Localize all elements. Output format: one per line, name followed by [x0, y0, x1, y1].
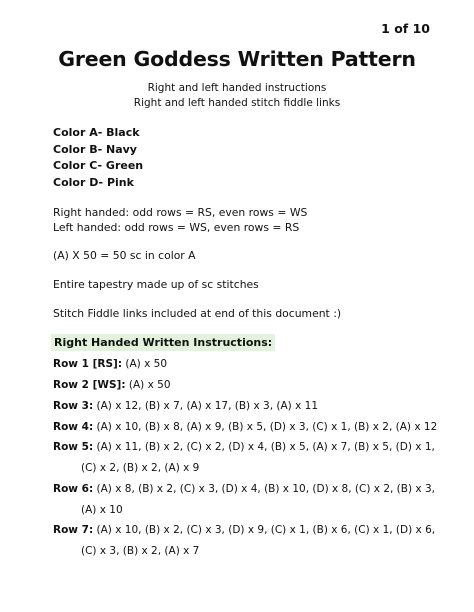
row-6 [53, 483, 435, 495]
row-5-continued: (C) x 2, (B) x 2, (A) x 9 [81, 462, 200, 474]
row-text: (A) x 10, (B) x 2, (C) x 3, (D) x 9, (C) x 1, (B) x 6, (C) x 1, (D) x 6, [96, 524, 436, 536]
row-6-continued: (A) x 10 [81, 504, 123, 516]
stitch-note: Entire tapestry made up of sc stitches [53, 278, 259, 291]
row-text: (A) x 12, (B) x 7, (A) x 17, (B) x 3, (A) x 11 [96, 400, 319, 412]
row-5 [53, 441, 435, 453]
row-label: Row 6: [53, 483, 94, 495]
page-title: Green Goddess Written Pattern [58, 47, 416, 71]
row-4 [53, 421, 437, 433]
color-d: Color D- Pink [53, 175, 134, 189]
row-1 [53, 358, 167, 370]
row-text: (A) x 50 [128, 379, 171, 391]
row-3 [53, 400, 318, 412]
section-heading: Right Handed Written Instructions: [51, 334, 275, 351]
row-label: Row 1 [RS]: [53, 358, 123, 370]
subtitle-line-2: Right and left handed stitch fiddle links [133, 97, 341, 109]
foundation-note: (A) X 50 = 50 sc in color A [53, 249, 196, 262]
row-text: (A) x 11, (B) x 2, (C) x 2, (D) x 4, (B) x 5, (A) x 7, (B) x 5, (D) x 1, [96, 441, 435, 453]
row-7 [53, 524, 435, 536]
color-list [53, 126, 143, 192]
links-note: Stitch Fiddle links included at end of this document :) [53, 307, 342, 320]
row-label: Row 4: [53, 421, 94, 433]
row-label: Row 7: [53, 524, 94, 536]
color-b: Color B- Navy [53, 142, 137, 156]
row-7-continued: (C) x 3, (B) x 2, (A) x 7 [81, 545, 200, 557]
row-2 [53, 379, 171, 391]
color-c: Color C- Green [53, 159, 144, 172]
left-handed-note: Left handed: odd rows = WS, even rows = RS [53, 221, 300, 234]
subtitle-line-1: Right and left handed instructions [147, 82, 327, 94]
row-label: Row 3: [53, 400, 94, 412]
right-handed-note: Right handed: odd rows = RS, even rows = WS [53, 206, 308, 219]
row-label: Row 2 [WS]: [53, 379, 126, 391]
row-text: (A) x 50 [125, 358, 168, 370]
color-a: Color A- Black [53, 126, 140, 139]
row-text: (A) x 10, (B) x 8, (A) x 9, (B) x 5, (D) x 3, (C) x 1, (B) x 2, (A) x 12 [96, 421, 438, 433]
page-number: 1 of 10 [381, 21, 430, 36]
row-text: (A) x 8, (B) x 2, (C) x 3, (D) x 4, (B) x 10, (D) x 8, (C) x 2, (B) x 3, [96, 483, 435, 495]
row-label: Row 5: [53, 441, 94, 453]
